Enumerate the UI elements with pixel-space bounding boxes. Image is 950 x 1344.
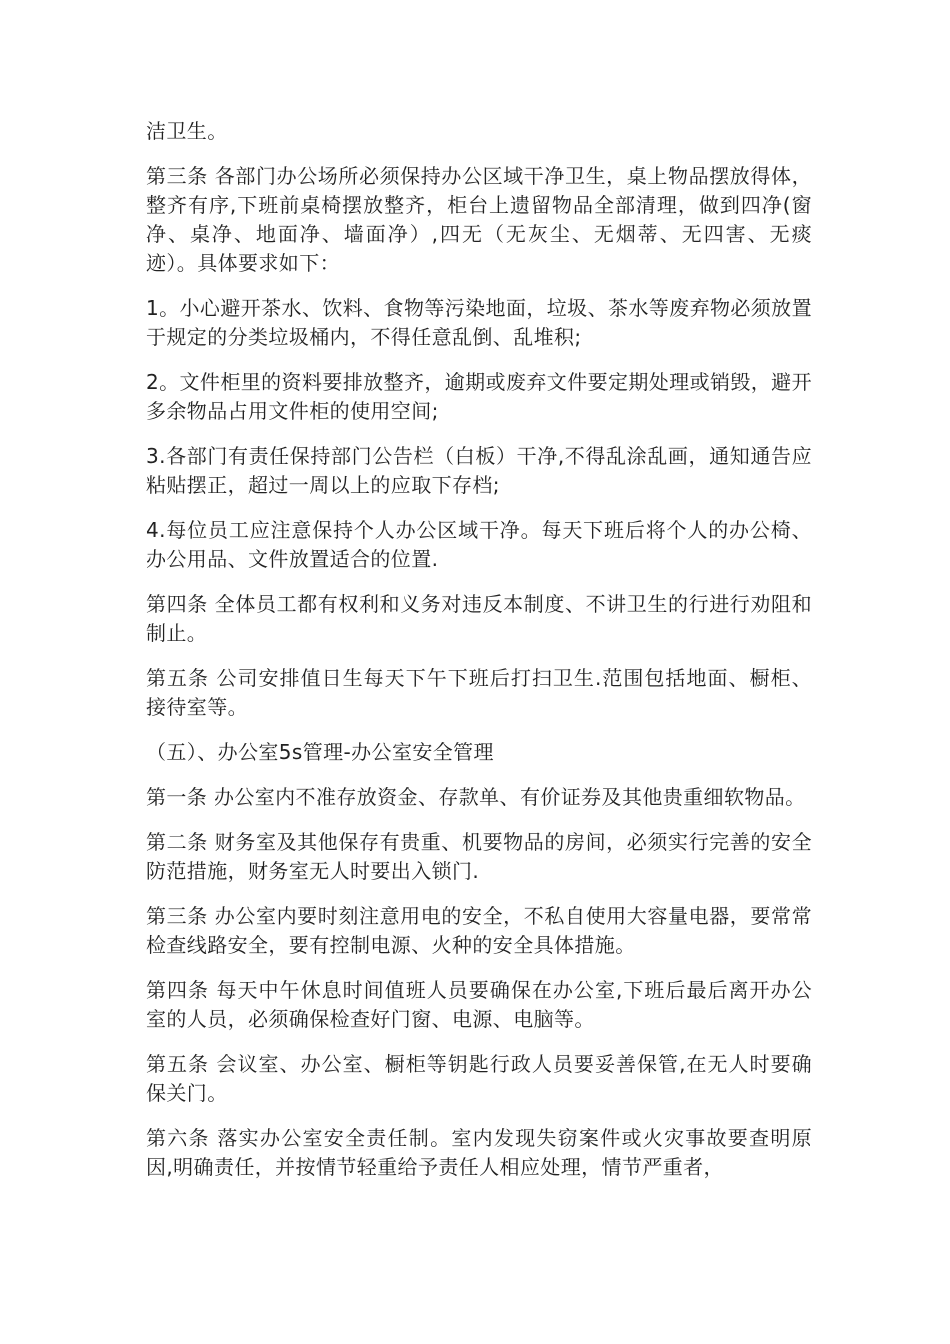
paragraph-item-4: 4.每位员工应注意保持个人办公区域干净。每天下班后将个人的办公椅、办公用品、文件放置适合的位置. [146, 518, 812, 571]
paragraph-article-4-hygiene: 第四条 全体员工都有权利和义务对违反本制度、不讲卫生的行进行劝阻和制止。 [146, 592, 812, 645]
paragraph-article-5-hygiene: 第五条 公司安排值日生每天下午下班后打扫卫生.范围包括地面、橱柜、接待室等。 [146, 666, 812, 719]
paragraph-continuation: 洁卫生。 [146, 119, 228, 143]
paragraph-safety-article-5: 第五条 会议室、办公室、橱柜等钥匙行政人员要妥善保管,在无人时要确保关门。 [146, 1052, 812, 1105]
paragraph-safety-article-1: 第一条 办公室内不准存放资金、存款单、有价证券及其他贵重细软物品。 [146, 785, 806, 809]
paragraph-safety-article-6: 第六条 落实办公室安全责任制。室内发现失窃案件或火灾事故要查明原因,明确责任，并按情节轻重给予责任人相应处理，情节严重者， [146, 1126, 812, 1179]
paragraph-item-2: 2。文件柜里的资料要排放整齐，逾期或废弃文件要定期处理或销毁，避开多余物品占用文件柜的使用空间; [146, 370, 812, 423]
section-heading-safety: （五）、办公室5s管理-办公室安全管理 [146, 740, 494, 764]
paragraph-item-3: 3.各部门有责任保持部门公告栏（白板）干净,不得乱涂乱画，通知通告应粘贴摆正，超过一周以上的应取下存档; [146, 444, 812, 497]
paragraph-safety-article-2: 第二条 财务室及其他保存有贵重、机要物品的房间，必须实行完善的安全防范措施，财务室无人时要出入锁门. [146, 830, 812, 883]
paragraph-item-1: 1。小心避开茶水、饮料、食物等污染地面，垃圾、茶水等废弃物必须放置于规定的分类垃圾桶内，不得任意乱倒、乱堆积; [146, 296, 812, 349]
paragraph-safety-article-4: 第四条 每天中午休息时间值班人员要确保在办公室,下班后最后离开办公室的人员，必须确保检查好门窗、电源、电脑等。 [146, 978, 812, 1031]
paragraph-article-3-hygiene: 第三条 各部门办公场所必须保持办公区域干净卫生，桌上物品摆放得体，整齐有序,下班前桌椅摆放整齐，柜台上遗留物品全部清理，做到四净(窗净、桌净、地面净、墙面净）,四无（无灰尘、无烟蒂、无四害、无痰迹）。具体要求如下： [146, 164, 812, 275]
document-body [146, 117, 812, 1182]
paragraph-safety-article-3: 第三条 办公室内要时刻注意用电的安全，不私自使用大容量电器，要常常检查线路安全，要有控制电源、火种的安全具体措施。 [146, 904, 812, 957]
